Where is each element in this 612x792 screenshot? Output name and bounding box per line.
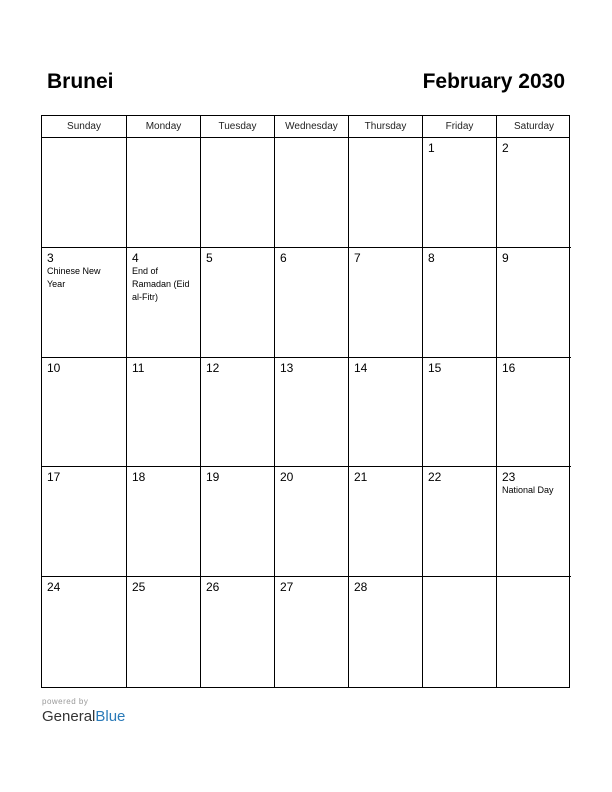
- day-cell: [42, 577, 127, 687]
- day-number: 19: [206, 470, 220, 485]
- day-cell: [201, 138, 275, 247]
- day-number: 16: [502, 360, 516, 375]
- holiday-label: End of Ramadan (Eid al-Fitr): [132, 265, 190, 302]
- day-number: 9: [502, 250, 509, 265]
- day-number: 23: [502, 470, 516, 485]
- day-cell: [423, 358, 497, 467]
- week-row: [42, 467, 571, 577]
- day-number: 8: [428, 250, 435, 265]
- holiday-label: National Day: [502, 485, 554, 496]
- day-cell: [497, 138, 571, 247]
- month-title: February 2030: [422, 70, 565, 93]
- dow-wednesday: Wednesday: [275, 116, 349, 137]
- day-cell: [423, 467, 497, 576]
- day-cell: [349, 358, 423, 467]
- day-cell: [127, 577, 201, 687]
- week-row: [42, 248, 571, 358]
- day-number: 26: [206, 580, 220, 595]
- day-cell: [423, 577, 497, 687]
- day-number: 21: [354, 470, 368, 485]
- brand-general-text: General: [42, 708, 96, 725]
- day-number: 24: [47, 580, 61, 595]
- day-cell: [275, 248, 349, 357]
- day-cell: [349, 248, 423, 357]
- day-number: 28: [354, 580, 368, 595]
- country-title: Brunei: [47, 70, 114, 93]
- day-cell: [42, 467, 127, 576]
- day-number: 4: [132, 250, 139, 265]
- day-number: 18: [132, 470, 146, 485]
- day-cell: [127, 358, 201, 467]
- day-cell: [349, 467, 423, 576]
- day-cell: [497, 358, 571, 467]
- day-cell: [127, 138, 201, 247]
- day-number: 25: [132, 580, 146, 595]
- day-number: 20: [280, 470, 294, 485]
- day-cell: [201, 577, 275, 687]
- day-cell: [42, 358, 127, 467]
- dow-saturday: Saturday: [513, 121, 555, 132]
- day-number: 2: [502, 141, 509, 155]
- dow-monday: Monday: [127, 116, 201, 137]
- day-cell: [42, 138, 127, 247]
- week-row: [42, 577, 571, 687]
- brand-blue-text: Blue: [95, 708, 126, 725]
- week-row: [42, 358, 571, 468]
- dow-tuesday: Tuesday: [201, 116, 275, 137]
- day-cell: [275, 138, 349, 247]
- day-number: 27: [280, 580, 294, 595]
- day-number: 13: [280, 360, 294, 375]
- day-number: 22: [428, 470, 442, 485]
- day-cell: [349, 577, 423, 687]
- day-number: 12: [206, 360, 220, 375]
- weeks-container: [42, 138, 569, 687]
- day-number: 11: [132, 360, 145, 375]
- day-cell: [201, 248, 275, 357]
- day-number: 10: [47, 360, 61, 375]
- calendar-header: [47, 70, 565, 100]
- brand-logo: [42, 707, 125, 727]
- day-number: 5: [206, 250, 213, 265]
- calendar-grid: [41, 115, 570, 688]
- holiday-label: Chinese New Year: [47, 265, 101, 289]
- day-cell: [497, 248, 571, 357]
- day-cell: [275, 358, 349, 467]
- day-cell: [423, 248, 497, 357]
- day-number: 7: [354, 250, 361, 265]
- day-cell: [497, 467, 571, 576]
- dow-friday: Friday: [423, 116, 497, 137]
- day-cell: [275, 577, 349, 687]
- week-row: [42, 138, 571, 248]
- day-of-week-header: [42, 116, 569, 138]
- day-number: 6: [280, 250, 287, 265]
- day-cell: [201, 358, 275, 467]
- day-cell: [127, 248, 201, 357]
- day-cell: [423, 138, 497, 247]
- footer: [42, 697, 125, 727]
- day-cell: [201, 467, 275, 576]
- powered-by-text: powered by: [42, 697, 89, 706]
- day-number: 15: [428, 360, 442, 375]
- day-cell: [497, 577, 571, 687]
- day-cell: [349, 138, 423, 247]
- day-number: 1: [428, 141, 435, 155]
- dow-thursday: Thursday: [349, 116, 423, 137]
- day-cell: [42, 248, 127, 357]
- day-number: 14: [354, 360, 368, 375]
- day-cell: [275, 467, 349, 576]
- day-cell: [127, 467, 201, 576]
- dow-sunday: Sunday: [42, 116, 127, 137]
- day-number: 17: [47, 470, 61, 485]
- day-number: 3: [47, 250, 54, 265]
